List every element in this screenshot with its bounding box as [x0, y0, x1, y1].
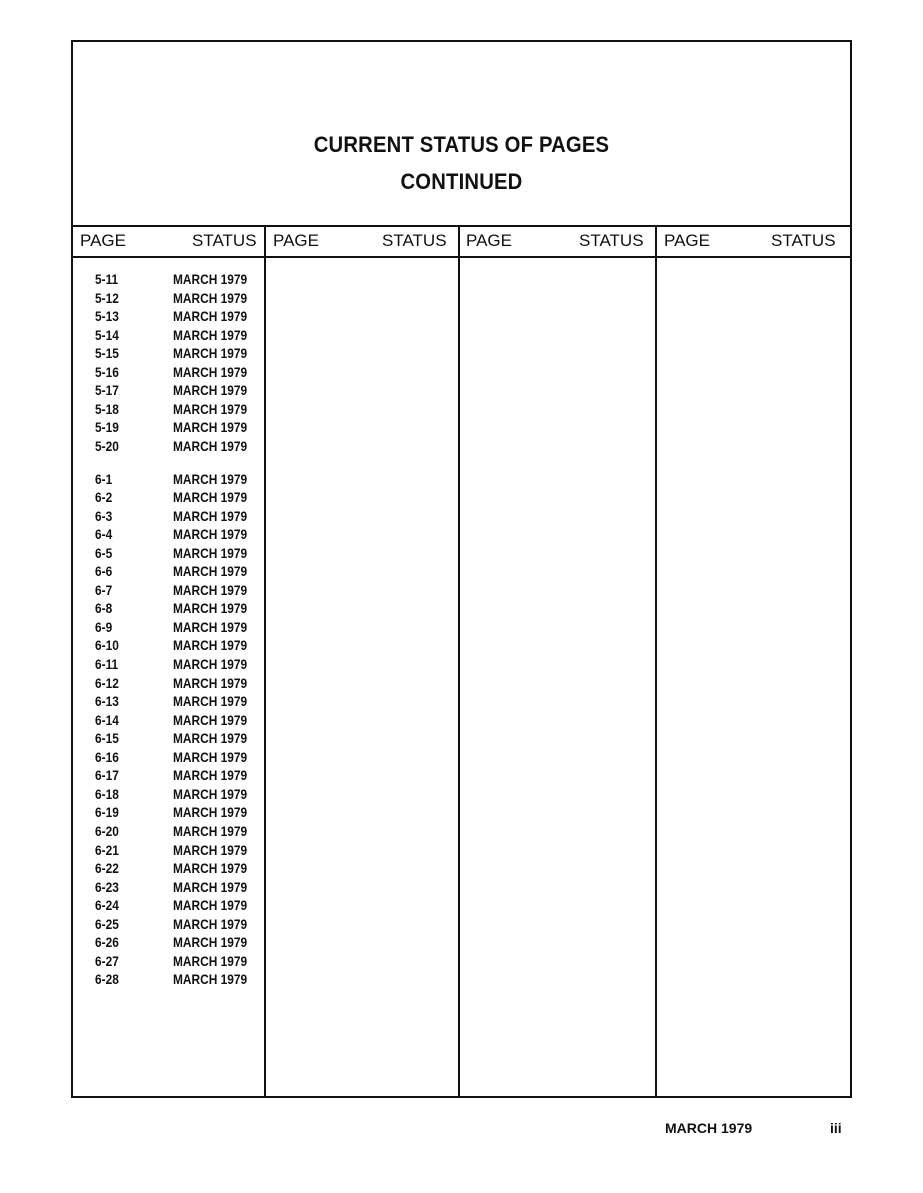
table-row-page: 6-28: [95, 971, 119, 987]
status-table-frame: [71, 40, 852, 1098]
table-row-page: 6-6: [95, 563, 113, 579]
column-header-status: STATUS: [771, 231, 836, 250]
table-row-status: MARCH 1979: [173, 308, 248, 324]
table-row-page: 6-23: [95, 879, 119, 895]
page-subtitle: CONTINUED: [400, 169, 523, 194]
table-row-status: MARCH 1979: [173, 675, 248, 691]
table-row-page: 6-4: [95, 526, 113, 542]
table-row-status: MARCH 1979: [173, 971, 248, 987]
table-row-page: 5-20: [95, 438, 119, 454]
column-header-status: STATUS: [382, 231, 447, 250]
table-row-status: MARCH 1979: [173, 582, 248, 598]
table-row-page: 6-7: [95, 582, 113, 598]
table-row-status: MARCH 1979: [173, 545, 248, 561]
column-divider: [655, 227, 657, 1096]
table-row-status: MARCH 1979: [173, 563, 248, 579]
table-row-status: MARCH 1979: [173, 767, 248, 783]
table-row-page: 6-25: [95, 916, 119, 932]
table-row-status: MARCH 1979: [173, 526, 248, 542]
table-row-page: 6-10: [95, 637, 119, 653]
table-row-status: MARCH 1979: [173, 471, 248, 487]
table-row-status: MARCH 1979: [173, 656, 248, 672]
table-row-status: MARCH 1979: [173, 419, 248, 435]
table-row-page: 6-1: [95, 471, 113, 487]
page-title: CURRENT STATUS OF PAGES: [313, 132, 610, 157]
footer-page-number: iii: [830, 1120, 842, 1136]
column-header-page: PAGE: [466, 231, 512, 250]
table-row-page: 5-17: [95, 382, 119, 398]
table-row-status: MARCH 1979: [173, 897, 248, 913]
table-row-page: 5-14: [95, 327, 119, 343]
table-row-status: MARCH 1979: [173, 953, 248, 969]
table-row-page: 5-13: [95, 308, 119, 324]
table-row-page: 6-8: [95, 600, 113, 616]
table-row-status: MARCH 1979: [173, 749, 248, 765]
table-row-page: 6-21: [95, 842, 119, 858]
table-row-page: 6-20: [95, 823, 119, 839]
table-row-page: 5-11: [95, 271, 119, 287]
table-row-status: MARCH 1979: [173, 712, 248, 728]
table-row-status: MARCH 1979: [173, 508, 248, 524]
table-row-status: MARCH 1979: [173, 730, 248, 746]
table-row-status: MARCH 1979: [173, 879, 248, 895]
table-row-status: MARCH 1979: [173, 438, 248, 454]
table-row-status: MARCH 1979: [173, 934, 248, 950]
table-row-page: 6-19: [95, 804, 119, 820]
table-row-status: MARCH 1979: [173, 271, 248, 287]
table-row-page: 6-16: [95, 749, 119, 765]
column-header-page: PAGE: [273, 231, 319, 250]
table-row-page: 5-16: [95, 364, 119, 380]
table-row-page: 6-15: [95, 730, 119, 746]
column-header-page: PAGE: [664, 231, 710, 250]
table-row-page: 6-27: [95, 953, 119, 969]
table-row-page: 6-11: [95, 656, 119, 672]
footer-date: MARCH 1979: [665, 1120, 753, 1136]
column-header-page: PAGE: [80, 231, 126, 250]
table-row-status: MARCH 1979: [173, 489, 248, 505]
column-divider: [264, 227, 266, 1096]
column-header-status: STATUS: [192, 231, 257, 250]
table-row-page: 5-18: [95, 401, 119, 417]
table-row-page: 6-22: [95, 860, 119, 876]
table-row-page: 5-19: [95, 419, 119, 435]
table-row-status: MARCH 1979: [173, 916, 248, 932]
column-divider: [458, 227, 460, 1096]
table-row-status: MARCH 1979: [173, 786, 248, 802]
title-area: [73, 42, 850, 227]
table-row-page: 6-17: [95, 767, 119, 783]
table-header: [73, 227, 850, 258]
table-row-page: 6-24: [95, 897, 119, 913]
table-row-status: MARCH 1979: [173, 364, 248, 380]
table-row-page: 6-13: [95, 693, 119, 709]
table-row-page: 5-12: [95, 290, 119, 306]
table-row-status: MARCH 1979: [173, 327, 248, 343]
table-row-status: MARCH 1979: [173, 401, 248, 417]
table-row-page: 5-15: [95, 345, 119, 361]
table-row-status: MARCH 1979: [173, 345, 248, 361]
table-row-status: MARCH 1979: [173, 619, 248, 635]
table-row-status: MARCH 1979: [173, 823, 248, 839]
table-row-status: MARCH 1979: [173, 842, 248, 858]
table-row-page: 6-26: [95, 934, 119, 950]
table-row-status: MARCH 1979: [173, 600, 248, 616]
column-header-status: STATUS: [579, 231, 644, 250]
table-row-status: MARCH 1979: [173, 382, 248, 398]
table-row-status: MARCH 1979: [173, 290, 248, 306]
table-row-status: MARCH 1979: [173, 860, 248, 876]
table-row-page: 6-2: [95, 489, 113, 505]
table-row-page: 6-5: [95, 545, 113, 561]
table-row-status: MARCH 1979: [173, 804, 248, 820]
table-row-status: MARCH 1979: [173, 693, 248, 709]
table-row-status: MARCH 1979: [173, 637, 248, 653]
table-row-page: 6-9: [95, 619, 113, 635]
table-row-page: 6-18: [95, 786, 119, 802]
table-row-page: 6-14: [95, 712, 119, 728]
table-row-page: 6-12: [95, 675, 119, 691]
table-row-page: 6-3: [95, 508, 113, 524]
